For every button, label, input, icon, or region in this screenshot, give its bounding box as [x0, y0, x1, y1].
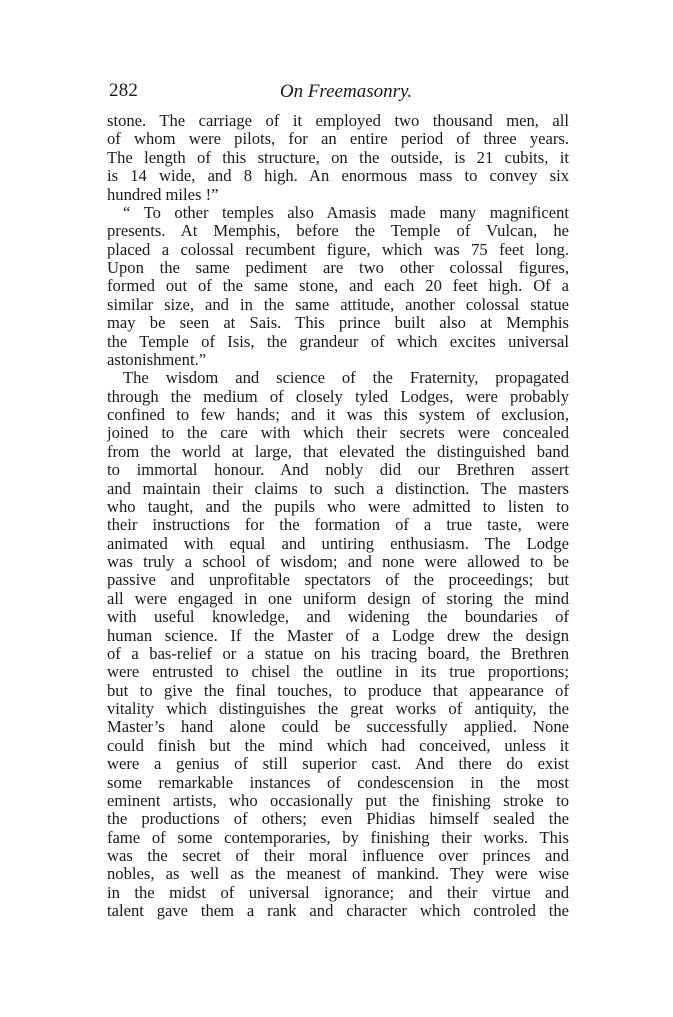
- text-line: was truly a school of wisdom; and none were allowed to be: [107, 553, 569, 571]
- text-line: but to give the final touches, to produce that appearance of: [107, 681, 569, 700]
- text-line: in the midst of universal ignorance; and their virtue and: [107, 883, 569, 902]
- text-line: to immortal honour. And nobly did our Brethren assert: [107, 461, 569, 480]
- text-line: fame of some contemporaries, by finishing their works. This: [107, 828, 569, 847]
- text-line: of a bas-relief or a statue on his tracing board, the Brethren: [107, 644, 569, 663]
- text-line: formed out of the same stone, and each 20 feet high. Of a: [107, 277, 569, 296]
- page-number: 282: [109, 80, 139, 101]
- text-line: may be seen at Sais. This prince built also at Memphis: [107, 314, 569, 333]
- text-line: were a genius of still superior cast. And there do exist: [107, 755, 569, 774]
- text-line: human science. If the Master of a Lodge drew the design: [107, 626, 569, 645]
- running-title: On Freemasonry.: [279, 81, 413, 102]
- text-line: confined to few hands; and it was this system of exclusion,: [107, 406, 569, 424]
- text-line: and maintain their claims to such a distinction. The masters: [107, 479, 569, 498]
- text-line: from the world at large, that elevated the distinguished band: [107, 442, 569, 461]
- text-line: the Temple of Isis, the grandeur of which excites universal: [107, 332, 569, 351]
- text-line: presents. At Memphis, before the Temple of Vulcan, he: [107, 222, 569, 241]
- text-line: through the medium of closely tyled Lodges, were probably: [107, 387, 569, 406]
- text-line: astonishment.”: [107, 350, 207, 369]
- text-line: of whom were pilots, for an entire period of three years.: [107, 130, 569, 149]
- text-line: their instructions for the formation of a true taste, were: [107, 516, 569, 535]
- text-line: who taught, and the pupils who were admitted to listen to: [107, 497, 569, 516]
- text-line: some remarkable instances of condescension in the most: [107, 773, 569, 792]
- text-line: animated with equal and untiring enthusiasm. The Lodge: [107, 534, 569, 553]
- text-line: were entrusted to chisel the outline in its true proportions;: [107, 663, 569, 682]
- text-line: with useful knowledge, and widening the boundaries of: [107, 608, 569, 627]
- body-text: [107, 112, 569, 921]
- text-line: similar size, and in the same attitude, another colossal statue: [107, 295, 569, 314]
- text-line: talent gave them a rank and character which controled the: [107, 902, 569, 921]
- page-header: [109, 80, 569, 104]
- text-line: The length of this structure, on the outside, is 21 cubits, it: [107, 148, 569, 167]
- text-line: was the secret of their moral influence over princes and: [107, 847, 569, 865]
- text-line: The wisdom and science of the Fraternity, propagated: [123, 369, 569, 388]
- text-line: Master’s hand alone could be successfully applied. None: [107, 718, 569, 737]
- text-line: is 14 wide, and 8 high. An enormous mass to convey six: [107, 167, 569, 186]
- text-line: joined to the care with which their secrets were concealed: [107, 424, 569, 443]
- text-line: could finish but the mind which had conceived, unless it: [107, 736, 569, 755]
- text-line: “ To other temples also Amasis made many magnificent: [123, 203, 569, 222]
- text-line: eminent artists, who occasionally put the finishing stroke to: [107, 791, 569, 810]
- text-line: placed a colossal recumbent figure, which was 75 feet long.: [107, 240, 569, 259]
- text-line: Upon the same pediment are two other colossal figures,: [107, 259, 569, 277]
- text-line: the productions of others; even Phidias himself sealed the: [107, 810, 569, 829]
- text-line: passive and unprofitable spectators of the proceedings; but: [107, 571, 569, 590]
- text-line: hundred miles !”: [107, 185, 219, 204]
- text-line: stone. The carriage of it employed two thousand men, all: [107, 112, 569, 130]
- text-line: all were engaged in one uniform design of storing the mind: [107, 589, 569, 608]
- text-line: vitality which distinguishes the great works of antiquity, the: [107, 700, 569, 718]
- text-line: nobles, as well as the meanest of mankind. They were wise: [107, 865, 569, 884]
